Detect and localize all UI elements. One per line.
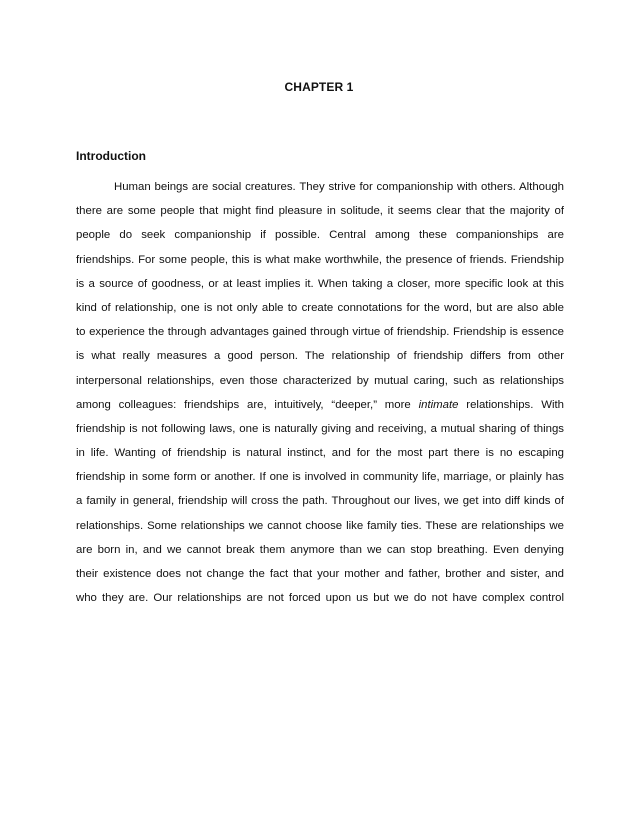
paragraph-line: Human beings are social creatures. They strive for companionship with others. Although (114, 181, 564, 193)
paragraph-line: friendship is not following laws, one is naturally giving and receiving, a mutual sharing of things (76, 422, 564, 435)
paragraph-line: are born in, and we cannot break them anymore than we can stop breathing. Even denying (76, 543, 564, 556)
paragraph-line: relationships. Some relationships we cannot choose like family ties. These are relationships we (76, 519, 564, 532)
paragraph-line: there are some people that might find pleasure in solitude, it seems clear that the majority of (76, 205, 564, 218)
paragraph-line: interpersonal relationships, even those characterized by mutual caring, such as relationships (76, 374, 564, 387)
chapter-title: CHAPTER 1 (284, 80, 354, 94)
italic-word: intimate (418, 398, 459, 411)
paragraph-line: kind of relationship, one is not only able to create connotations for the word, but are also able (76, 301, 564, 314)
paragraph-line: in life. Wanting of friendship is natural instinct, and for the most part there is no escaping (76, 447, 564, 460)
paragraph-line: friendships. For some people, this is what make worthwhile, the presence of friends. Friendship (76, 253, 564, 266)
paragraph-line: is a source of goodness, or at least implies it. When taking a closer, more specific look at this (76, 277, 564, 290)
paragraph-line: a family in general, friendship will cross the path. Throughout our lives, we get into diff kinds of (76, 495, 564, 508)
line-text-after: relationships. With (458, 398, 564, 411)
paragraph-line: to experience the through advantages gained through virtue of friendship. Friendship is essence (76, 326, 564, 339)
paragraph-line: people do seek companionship if possible. Central among these companionships are (76, 229, 564, 242)
section-heading: Introduction (76, 149, 146, 163)
line-text-before: among colleagues: friendships are, intuitively, “deeper,” more (76, 398, 419, 411)
paragraph-line: friendship in some form or another. If one is involved in community life, marriage, or plainly has (76, 471, 564, 484)
introduction-paragraph (76, 177, 564, 612)
paragraph-line (76, 395, 564, 419)
paragraph-line: their existence does not change the fact that your mother and father, brother and sister, and (76, 568, 564, 580)
paragraph-line: who they are. Our relationships are not forced upon us but we do not have complex control (76, 592, 564, 605)
paragraph-line: is what really measures a good person. The relationship of friendship differs from other (76, 350, 564, 363)
